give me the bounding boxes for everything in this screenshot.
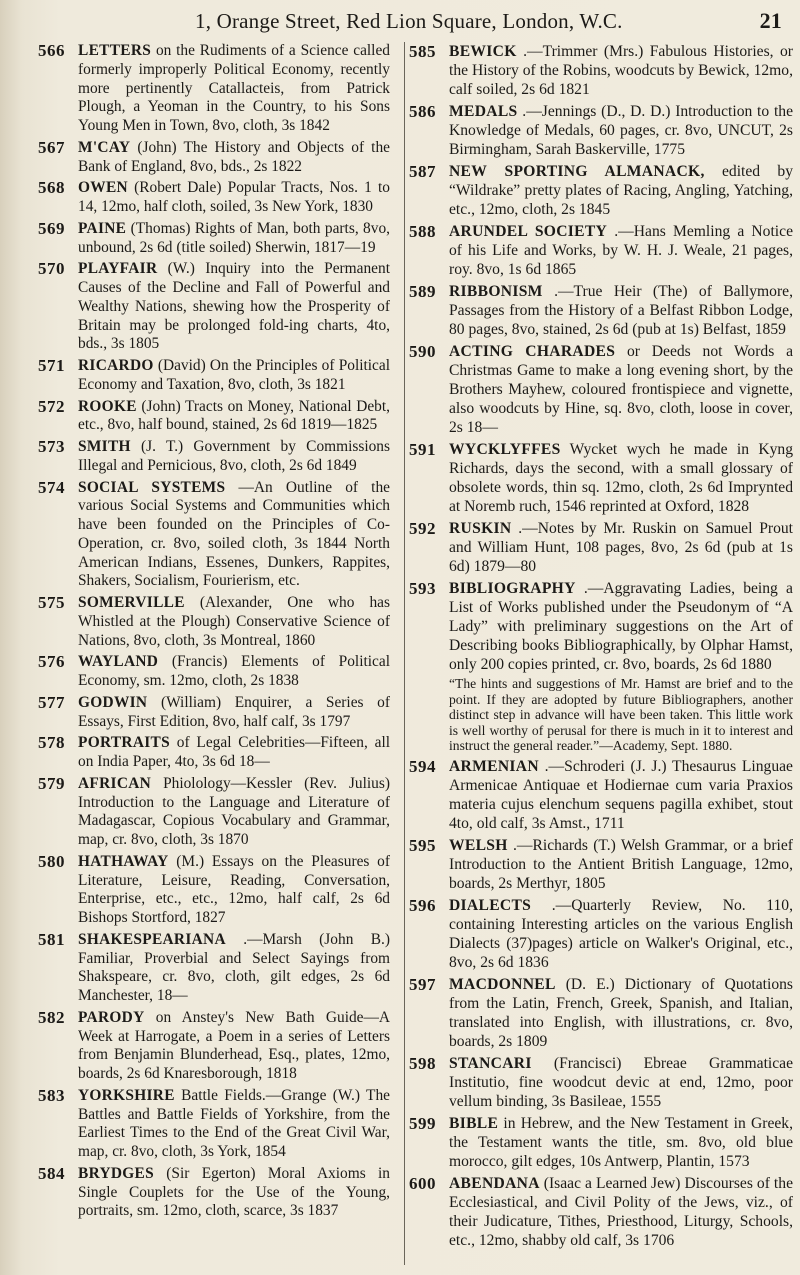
entry-description: (J. T.) Government by Commissions Illegal and Pernicious, 8vo, cloth, 2s 6d 1849 — [78, 438, 390, 474]
entry-heading: BIBLIOGRAPHY — [449, 580, 576, 597]
entry-description: (Thomas) Rights of Man, both parts, 8vo, unbound, 2s 6d (title soiled) Sherwin, 1817—19 — [78, 219, 390, 256]
entry-number: 577 — [38, 692, 65, 712]
entry-number: 574 — [38, 477, 65, 497]
catalogue-entry — [38, 653, 390, 691]
entry-heading: PARODY — [78, 1008, 145, 1026]
entry-description: (John) Tracts on Money, National Debt, etc., 8vo, half bound, stained, 2s 6d 1819—1825 — [78, 397, 390, 434]
entry-number: 572 — [38, 396, 65, 416]
entry-description: .—Aggravating Ladies, being a List of Works published under the Pseudonym of “A Lady” with preliminary suggestions on the Art of Describing books Bibliographically, by Olphar Hamst, only 200 copies printed, cr. 8vo, boards, 2s 6d 1880 — [449, 580, 793, 673]
entry-description: Wycket wych he made in Kyng Richards, days the second, with a small glossary of obsolete words, thin sq. 12mo, cloth, 2s 6d Imprynted at Noremb ruch, 1546 reprinted at Oxford, 1828 — [449, 441, 793, 515]
entry-description: .—True Heir (The) of Ballymore, Passages from the History of a Belfast Ribbon Lodge, 80 pages, 8vo, stained, 2s 6d (pub at 1s) Belfast, 1859 — [449, 283, 793, 338]
entry-number: 583 — [38, 1085, 65, 1105]
entry-number: 597 — [409, 974, 436, 994]
catalogue-entry — [38, 260, 390, 354]
entry-heading: SHAKESPEARIANA — [78, 930, 226, 948]
entry-heading: BIBLE — [449, 1114, 499, 1132]
entry-number: 578 — [38, 733, 65, 753]
entry-number: 571 — [38, 356, 65, 375]
catalogue-entry — [409, 42, 793, 99]
entry-description: of Legal Celebrities—Fifteen, all on India Paper, 4to, 3s 6d 18— — [78, 734, 390, 770]
entry-heading: NEW SPORTING ALMANACK, — [449, 163, 705, 180]
entry-description: .—Quarterly Review, No. 110, containing Interesting articles on the various English Dialects (37)pages) article on Walker's Original, etc., 8vo, 2s 6d 1836 — [449, 896, 793, 971]
entry-number: 598 — [409, 1053, 436, 1073]
entry-number: 591 — [409, 440, 436, 459]
catalogue-entry — [38, 775, 390, 850]
entry-heading: SMITH — [78, 438, 131, 455]
entry-heading: RUSKIN — [449, 520, 512, 537]
catalogue-entry — [38, 1087, 390, 1162]
entry-heading: WYCKLYFFES — [449, 441, 561, 458]
page-header — [58, 6, 782, 36]
entry-heading: STANCARI — [449, 1054, 532, 1072]
catalogue-entry — [409, 1054, 793, 1111]
entry-heading: MACDONNEL — [449, 975, 556, 993]
entry-number: 576 — [38, 652, 65, 672]
entry-description: (Isaac a Learned Jew) Discourses of the Ecclesiastical, and Civil Polity of the Jews, viz., of their Judicature, Tithes, Priesthood, Liturgy, Schools, etc., 12mo, shabby old calf, 3s 1706 — [449, 1174, 793, 1249]
catalogue-entry — [38, 694, 390, 732]
entry-description: .—Richards (T.) Welsh Grammar, or a brief Introduction to the Antient British Language, 12mo, boards, 2s Merthyr, 1805 — [449, 836, 793, 892]
entry-number: 570 — [38, 259, 65, 279]
catalogue-entry — [409, 1114, 793, 1171]
entry-heading: ROOKE — [78, 397, 137, 415]
entry-heading: BRYDGES — [78, 1164, 154, 1182]
entry-number: 589 — [409, 282, 436, 301]
entry-number: 579 — [38, 773, 65, 793]
catalogue-entry — [38, 931, 390, 1006]
catalogue-entry — [409, 102, 793, 159]
entry-heading: WAYLAND — [78, 653, 159, 671]
entry-description: Phiolology—Kessler (Rev. Julius) Introduction to the Language and Literature of Madagascar, Copious Vocabulary and Grammar, map, cr. 8vo, cloth, 3s 1870 — [78, 774, 390, 848]
catalogue-entry — [38, 853, 390, 928]
catalogue-entry — [409, 1174, 793, 1250]
entry-number: 573 — [38, 437, 65, 456]
entry-description: .—Notes by Mr. Ruskin on Samuel Prout and William Hunt, 108 pages, 8vo, 2s 6d (pub at 1s 6d) 1879—80 — [449, 520, 793, 575]
catalogue-entry — [38, 479, 390, 592]
entry-description: .—Trimmer (Mrs.) Fabulous Histories, or the History of the Robins, woodcuts by Bewick, 12mo, calf soiled, 2s 6d 1821 — [449, 43, 793, 98]
entry-description: .—Jennings (D., D. D.) Introduction to the Knowledge of Medals, 60 pages, cr. 8vo, UNCUT, 2s Birmingham, Sarah Baskerville, 1775 — [449, 103, 793, 158]
entry-description: on Anstey's New Bath Guide—A Week at Harrogate, a Poem in a series of Letters from Benjamin Blunderhead, Esq., plates, 12mo, boards, 2s 6d Knaresborough, 1818 — [78, 1008, 390, 1082]
entry-heading: PORTRAITS — [78, 734, 170, 752]
catalogue-entry — [409, 282, 793, 339]
entry-description: or Deeds not Words a Christmas Game to make a long evening short, by the Brothers Mayhew, coloured frontispiece and vignette, also woodcuts by Hine, sq. 8vo, cloth, loose in cover, 2s 18— — [449, 343, 793, 436]
catalogue-entry — [409, 757, 793, 833]
entry-number: 580 — [38, 851, 65, 871]
entry-number: 586 — [409, 102, 436, 121]
catalogue-entry — [409, 342, 793, 437]
entry-heading: GODWIN — [78, 693, 148, 711]
entry-number: 567 — [38, 137, 65, 157]
catalogue-entry — [409, 162, 793, 219]
entry-heading: ARMENIAN — [449, 757, 539, 775]
entry-description: .—Marsh (John B.) Familiar, Proverbial and Select Sayings from Shakspeare, cr. 8vo, cloth, gilt edges, 2s 6d Manchester, 18— — [78, 930, 390, 1004]
catalogue-entry — [409, 222, 793, 279]
entry-number: 596 — [409, 895, 436, 915]
catalogue-entry — [409, 836, 793, 893]
entry-heading: ARUNDEL SOCIETY — [449, 223, 608, 240]
entry-number: 587 — [409, 162, 436, 181]
entry-number: 595 — [409, 835, 436, 855]
entry-number: 575 — [38, 593, 65, 612]
entry-heading: SOMERVILLE — [78, 594, 185, 611]
catalogue-entry — [38, 42, 390, 136]
catalogue-entry — [38, 1009, 390, 1084]
entry-description: (Francisci) Ebreae Grammaticae Institutio, fine woodcut devic at end, 12mo, poor vellum binding, 3s Basileae, 1555 — [449, 1054, 794, 1110]
entry-description: in Hebrew, and the New Testament in Greek, the Testament wants the title, sm. 8vo, old blue morocco, gilt edges, 10s Antwerp, Plantin, 1573 — [449, 1114, 793, 1170]
entry-description: —An Outline of the various Social Systems and Communities which have been founded on the Principles of Co-Operation, cr. 8vo, soiled cloth, 3s 1844 North American Indians, Essenes, Dunkers, Rappites, Shakers, Socialism, Fourierism, etc. — [78, 478, 390, 590]
entry-heading: SOCIAL SYSTEMS — [78, 478, 226, 496]
entry-description: (W.) Inquiry into the Permanent Causes of the Decline and Fall of Powerful and Wealthy Nations, shewing how the Prosperity of Britain may be prolonged fold-ing charts, 4to, bds., 3s 1805 — [78, 260, 390, 353]
entry-description: on the Rudiments of a Science called formerly improperly Political Economy, recently more pertinently Catallacteis, from Patrick Plough, a Yeoman in the Country, to his Sons Young Men in Town, 8vo, cloth, 3s 1842 — [78, 42, 390, 134]
entry-description: (Francis) Elements of Political Economy, sm. 12mo, cloth, 2s 1838 — [78, 653, 390, 689]
entry-description: (Sir Egerton) Moral Axioms in Single Couplets for the Use of the Young, portraits, sm. 12mo, cloth, scarce, 3s 1837 — [78, 1164, 390, 1220]
catalogue-entry — [409, 579, 793, 754]
entry-number: 600 — [409, 1173, 436, 1193]
entry-description: (Alexander, One who has Whistled at the Plough) Conservative Science of Nations, 8vo, cloth, 3s Montreal, 1860 — [78, 594, 390, 649]
entry-review-quote: “The hints and suggestions of Mr. Hamst are brief and to the point. If they are adopted by future Bibliographers, another distinct step in advance will have been taken. This little work is well worthy of perusal for there is much in it to interest and instruct the general reader.”—Academy, Sept. 1880. — [449, 676, 793, 753]
entry-heading: M'CAY — [78, 138, 131, 156]
entry-heading: OWEN — [78, 179, 128, 197]
catalogue-entry — [38, 438, 390, 476]
entry-number: 590 — [409, 342, 436, 361]
page-number: 21 — [759, 8, 782, 33]
catalogue-entry — [409, 896, 793, 972]
catalogue-entry — [38, 179, 390, 217]
entry-number: 582 — [38, 1007, 65, 1027]
entry-description: edited by “Wildrake” pretty plates of Racing, Angling, Yatching, etc., 12mo, cloth, 2s 1845 — [449, 163, 793, 218]
catalogue-entry — [38, 357, 390, 395]
entry-heading: MEDALS — [449, 103, 518, 120]
entry-heading: YORKSHIRE — [78, 1086, 175, 1104]
entry-heading: DIALECTS — [449, 896, 532, 914]
entry-description: Battle Fields.—Grange (W.) The Battles and Battle Fields of Yorkshire, from the Earliest Times to the End of the Great Civil War, map, cr. 8vo, cloth, 3s York, 1854 — [78, 1086, 390, 1160]
entry-number: 588 — [409, 222, 436, 241]
catalogue-entry — [409, 440, 793, 516]
entry-number: 569 — [38, 218, 65, 238]
entry-number: 594 — [409, 756, 436, 776]
entry-heading: ACTING CHARADES — [449, 343, 616, 360]
entry-heading: HATHAWAY — [78, 852, 169, 870]
entry-heading: RIBBONISM — [449, 283, 543, 300]
entry-heading: BEWICK — [449, 43, 517, 60]
entry-number: 566 — [38, 41, 65, 60]
catalogue-entry — [38, 1165, 390, 1221]
catalogue-entry — [38, 398, 390, 436]
page-header-address: 1, Orange Street, Red Lion Square, London, W.C. — [195, 8, 623, 33]
entry-description: (William) Enquirer, a Series of Essays, First Edition, 8vo, half calf, 3s 1797 — [78, 693, 390, 730]
entry-number: 584 — [38, 1163, 65, 1183]
catalogue-entry — [38, 220, 390, 258]
entry-description: (David) On the Principles of Political Economy and Taxation, 8vo, cloth, 3s 1821 — [78, 357, 390, 393]
entry-number: 568 — [38, 178, 65, 198]
entry-number: 585 — [409, 42, 436, 61]
left-column — [38, 42, 390, 1265]
entry-heading: ABENDANA — [449, 1174, 540, 1192]
catalogue-entry — [409, 975, 793, 1051]
entry-description: .—Schroderi (J. J.) Thesaurus Linguae Armenicae Antiquae et Hodiernae cum varia Praxios materia cujus elenchum sequens pagilla exhibet, stout 4to, old calf, 3s Amst., 1711 — [449, 757, 793, 832]
entry-heading: RICARDO — [78, 357, 154, 374]
catalogue-entry — [409, 519, 793, 576]
entry-heading: PLAYFAIR — [78, 260, 158, 278]
entry-heading: LETTERS — [78, 42, 152, 59]
entry-heading: PAINE — [78, 219, 127, 237]
catalogue-entry — [38, 139, 390, 177]
entry-number: 593 — [409, 579, 436, 598]
entry-heading: AFRICAN — [78, 774, 152, 792]
entry-number: 599 — [409, 1113, 436, 1133]
entry-description: .—Hans Memling a Notice of his Life and Works, by W. H. J. Weale, 21 pages, roy. 8vo, 1s 6d 1865 — [449, 223, 793, 278]
catalogue-entry — [38, 734, 390, 772]
entry-number: 592 — [409, 519, 436, 538]
entry-number: 581 — [38, 929, 65, 949]
entry-description: (D. E.) Dictionary of Quotations from the Latin, French, Greek, Spanish, and Italian, translated into English, with illustrations, cr. 8vo, boards, 2s 1809 — [449, 975, 793, 1050]
entry-description: (Robert Dale) Popular Tracts, Nos. 1 to 14, 12mo, half cloth, soiled, 3s New York, 1830 — [78, 179, 390, 215]
entry-heading: WELSH — [449, 836, 508, 854]
entry-description: (John) The History and Objects of the Bank of England, 8vo, bds., 2s 1822 — [78, 138, 390, 175]
right-column — [404, 42, 793, 1265]
catalogue-entry — [38, 594, 390, 650]
entry-description: (M.) Essays on the Pleasures of Literature, Leisure, Reading, Conversation, Enterprise, etc., etc., 12mo, half calf, 2s 6d Bishops Stortford, 1827 — [78, 852, 390, 926]
